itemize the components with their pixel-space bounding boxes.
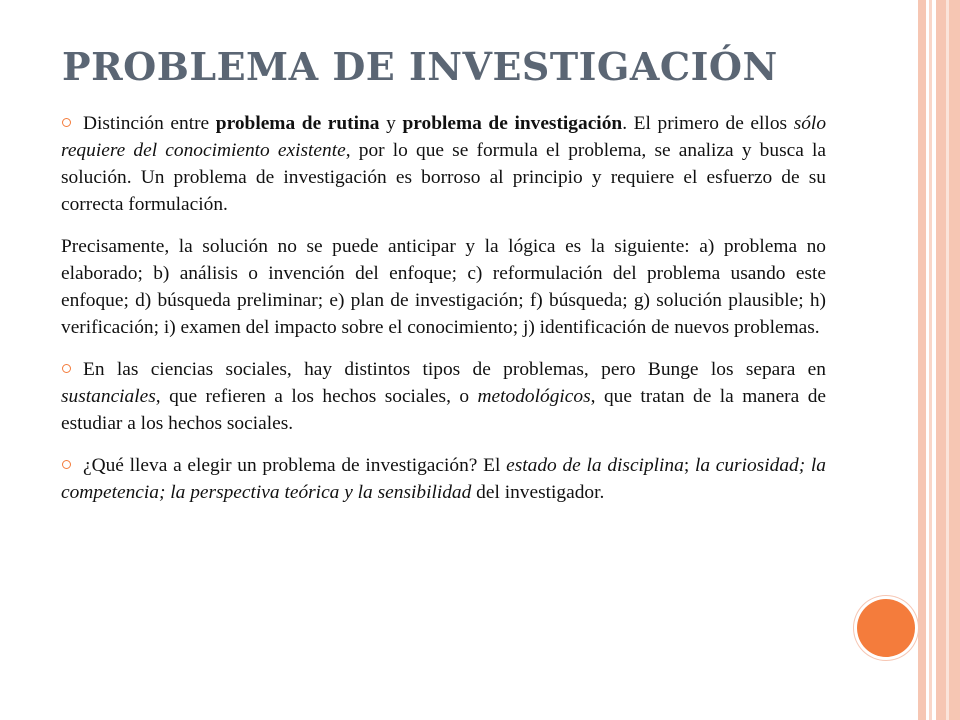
text-run: En las ciencias sociales, hay distintos tipos de problemas, pero Bunge los separa en <box>83 359 826 380</box>
paragraph <box>61 233 826 341</box>
slide-body <box>61 110 826 521</box>
text-run: metodológicos <box>477 386 591 407</box>
text-run: problema de investigación <box>402 113 623 134</box>
decorative-orange-circle <box>857 599 915 657</box>
text-run: ; <box>683 455 695 476</box>
text-run: . El primero de ellos <box>622 113 794 134</box>
text-run: la curiosidad; la competencia; la perspectiva teórica y la sensibilidad <box>61 455 826 503</box>
text-run: problema de rutina <box>215 113 380 134</box>
decorative-stripe-left <box>918 0 926 720</box>
slide-title: PROBLEMA DE INVESTIGACIÓN <box>62 44 778 89</box>
text-run: y <box>379 113 403 134</box>
text-run: estado de la disciplina <box>506 455 684 476</box>
bullet-paragraph <box>61 110 826 218</box>
bullet-paragraph <box>61 452 826 506</box>
text-run: sustanciales <box>61 386 156 407</box>
text-run: , que tratan de la manera de estudiar a los hechos sociales. <box>61 386 827 434</box>
text-run: Distinción entre <box>83 113 216 134</box>
decorative-stripe-thin <box>929 0 932 720</box>
bullet-paragraph <box>61 356 826 437</box>
text-run: , que refieren a los hechos sociales, o <box>155 386 478 407</box>
text-run: , por lo que se formula el problema, se analiza y busca la solución. Un problema de investigación es borroso al principio y requiere el esfuerzo de su correcta formulación. <box>61 140 826 215</box>
text-run: ¿Qué lleva a elegir un problema de investigación? El <box>83 455 507 476</box>
text-run: Precisamente, la solución no se puede anticipar y la lógica es la siguiente: a) problema no elaborado; b) análisis o invención del enfoque; c) reformulación del problema usando este enfoque; d) búsqueda preliminar; e) plan de investigación; f) búsqueda; g) solución plausible; h) verificación; i) examen del impacto sobre el conocimiento; j) identificación de nuevos problemas. <box>61 236 826 338</box>
text-run: sólo requiere del conocimiento existente <box>61 113 827 161</box>
decorative-stripe-right <box>936 0 960 720</box>
text-run: del investigador. <box>471 482 605 503</box>
